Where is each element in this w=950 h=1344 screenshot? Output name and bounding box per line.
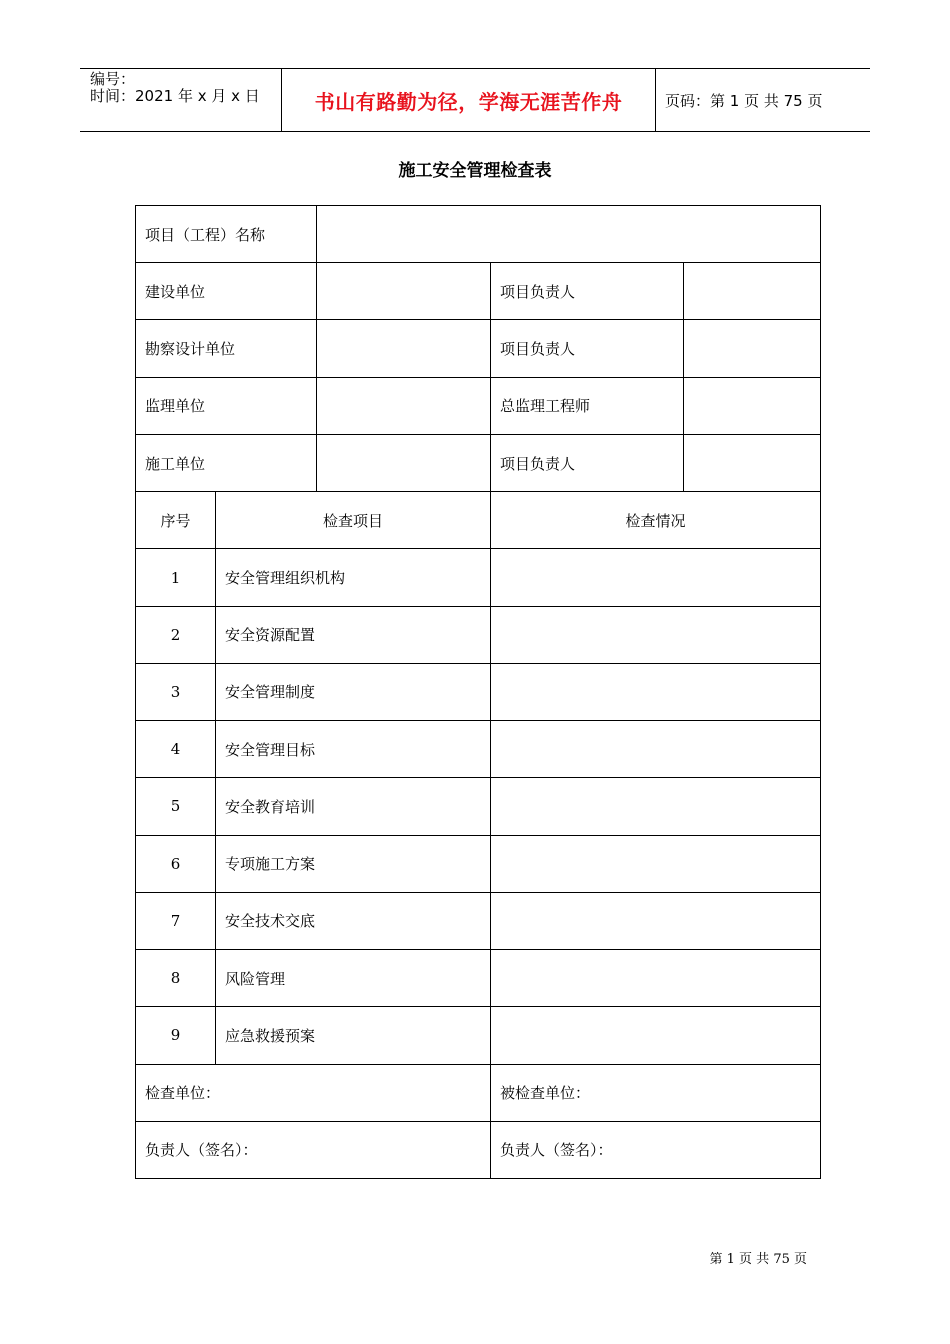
checklist-row-item: 安全管理组织机构 xyxy=(216,549,491,606)
checklist-row-item: 安全教育培训 xyxy=(216,778,491,835)
inspected-unit-field[interactable]: 被检查单位： xyxy=(491,1064,821,1121)
checklist-row-item: 安全资源配置 xyxy=(216,606,491,663)
checklist-row-number: 7 xyxy=(136,892,216,949)
checklist-row-status[interactable] xyxy=(491,606,821,663)
checklist-row-number: 4 xyxy=(136,721,216,778)
checklist-row xyxy=(136,606,821,663)
date-label: 时间：2021 年 x 月 x 日 xyxy=(90,87,260,105)
info-row-construction-unit xyxy=(136,263,821,320)
info-row-label: 建设单位 xyxy=(136,263,317,320)
header-motto: 书山有路勤为径，学海无涯苦作舟 xyxy=(314,89,623,114)
info-row-supervision-unit xyxy=(136,377,821,434)
info-row-value[interactable] xyxy=(317,377,491,434)
header-page-number: 页码：第 1 页 共 75 页 xyxy=(665,91,823,110)
info-row-right-label: 项目负责人 xyxy=(491,263,684,320)
project-name-label: 项目（工程）名称 xyxy=(136,206,317,263)
checklist-row-number: 3 xyxy=(136,663,216,720)
checklist-row-number: 2 xyxy=(136,606,216,663)
info-row-right-value[interactable] xyxy=(684,434,821,491)
info-row-right-value[interactable] xyxy=(684,320,821,377)
info-row-label: 勘察设计单位 xyxy=(136,320,317,377)
checklist-row-number: 5 xyxy=(136,778,216,835)
info-row-right-label: 项目负责人 xyxy=(491,320,684,377)
checklist-row-number: 6 xyxy=(136,835,216,892)
checklist-row xyxy=(136,778,821,835)
column-header-status: 检查情况 xyxy=(491,492,821,549)
info-row-label: 施工单位 xyxy=(136,434,317,491)
info-row-right-value[interactable] xyxy=(684,377,821,434)
checklist-row-item: 安全管理制度 xyxy=(216,663,491,720)
info-row-value[interactable] xyxy=(317,263,491,320)
checklist-row-status[interactable] xyxy=(491,1007,821,1064)
column-header-seq: 序号 xyxy=(136,492,216,549)
checklist-row-number: 1 xyxy=(136,549,216,606)
checklist-row-item: 安全管理目标 xyxy=(216,721,491,778)
serial-number-label: 编号： xyxy=(90,70,136,88)
info-row-survey-design-unit xyxy=(136,320,821,377)
checklist-row-item: 专项施工方案 xyxy=(216,835,491,892)
checklist-row-number: 9 xyxy=(136,1007,216,1064)
checklist-row-status[interactable] xyxy=(491,892,821,949)
checklist-row-status[interactable] xyxy=(491,835,821,892)
inspecting-unit-field[interactable]: 检查单位： xyxy=(136,1064,491,1121)
signoff-signature-row xyxy=(136,1121,821,1178)
checklist-row-status[interactable] xyxy=(491,549,821,606)
header-page-cell xyxy=(655,69,870,131)
info-row-right-label: 项目负责人 xyxy=(491,434,684,491)
checklist-header-row xyxy=(136,492,821,549)
project-name-row xyxy=(136,206,821,263)
project-name-value[interactable] xyxy=(317,206,821,263)
checklist-row-status[interactable] xyxy=(491,950,821,1007)
checklist-row-number: 8 xyxy=(136,950,216,1007)
checklist-row-status[interactable] xyxy=(491,663,821,720)
inspection-form xyxy=(135,205,821,1179)
column-header-item: 检查项目 xyxy=(216,492,491,549)
checklist-row-item: 安全技术交底 xyxy=(216,892,491,949)
checklist-row xyxy=(136,663,821,720)
checklist-row xyxy=(136,1007,821,1064)
checklist-row xyxy=(136,549,821,606)
inspectee-signature-field[interactable]: 负责人（签名）： xyxy=(491,1121,821,1178)
info-row-right-label: 总监理工程师 xyxy=(491,377,684,434)
checklist-row-status[interactable] xyxy=(491,778,821,835)
inspector-signature-field[interactable]: 负责人（签名）： xyxy=(136,1121,491,1178)
info-row-right-value[interactable] xyxy=(684,263,821,320)
checklist-row-status[interactable] xyxy=(491,721,821,778)
page-footer: 第 1 页 共 75 页 xyxy=(709,1252,807,1267)
checklist-row-item: 风险管理 xyxy=(216,950,491,1007)
checklist-row xyxy=(136,892,821,949)
document-title: 施工安全管理检查表 xyxy=(398,161,552,181)
info-row-value[interactable] xyxy=(317,434,491,491)
info-row-value[interactable] xyxy=(317,320,491,377)
checklist-row xyxy=(136,721,821,778)
header-motto-cell xyxy=(281,69,656,131)
checklist-row xyxy=(136,835,821,892)
signoff-unit-row xyxy=(136,1064,821,1121)
checklist-row xyxy=(136,950,821,1007)
info-row-contractor-unit xyxy=(136,434,821,491)
page-header xyxy=(80,68,870,132)
info-row-label: 监理单位 xyxy=(136,377,317,434)
header-meta xyxy=(80,69,280,131)
checklist-row-item: 应急救援预案 xyxy=(216,1007,491,1064)
